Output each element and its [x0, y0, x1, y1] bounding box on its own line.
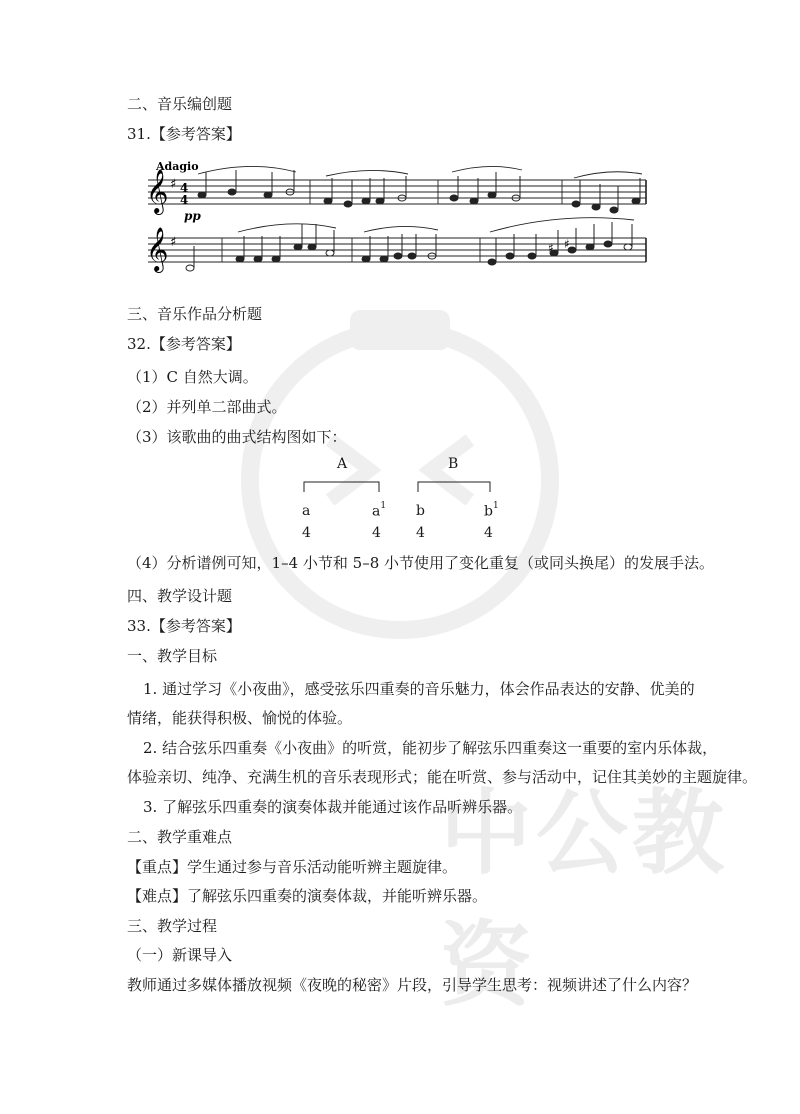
phrase-b1: $b^1$ — [484, 501, 499, 520]
music-score — [140, 158, 652, 280]
goals-heading: 一、教学目标 — [127, 647, 218, 665]
svg-text:♯: ♯ — [564, 237, 570, 251]
q31-label: 31.【参考答案】 — [127, 125, 241, 143]
section3-heading: 三、音乐作品分析题 — [127, 305, 263, 323]
svg-text:4: 4 — [180, 181, 189, 195]
bars-count-2: 4 — [372, 525, 381, 541]
phrase-b: b — [416, 503, 425, 519]
goal-1-line-1: 1. 通过学习《小夜曲》，感受弦乐四重奏的音乐魅力，体会作品表达的安静、优美的 — [143, 680, 695, 698]
part-a-label: A — [337, 456, 348, 472]
intro-text: 教师通过多媒体播放视频《夜晚的秘密》片段，引导学生思考：视频讲述了什么内容？ — [127, 976, 698, 994]
section2-heading: 二、音乐编创题 — [127, 95, 233, 113]
q33-label: 33.【参考答案】 — [127, 617, 241, 635]
phrase-a1: $a^1$ — [372, 501, 387, 520]
answer-3: （3）该歌曲的曲式结构图如下： — [127, 428, 347, 446]
process-heading: 三、教学过程 — [127, 917, 218, 935]
goal-3: 3. 了解弦乐四重奏的演奏体裁并能通过该作品听辨乐器。 — [143, 798, 523, 816]
section4-heading: 四、教学设计题 — [127, 587, 233, 605]
goal-1-line-2: 情绪，能获得积极、愉悦的体验。 — [127, 709, 353, 727]
answer-2: （2）并列单二部曲式。 — [127, 398, 287, 416]
svg-text:4: 4 — [180, 193, 189, 207]
bars-count-3: 4 — [416, 525, 425, 541]
q32-label: 32.【参考答案】 — [127, 335, 241, 353]
part-b-label: B — [448, 456, 459, 472]
answer-4: （4）分析谱例可知，1–4 小节和 5–8 小节使用了变化重复（或同头换尾）的发展手法。 — [127, 554, 715, 572]
keypoints-heading: 二、教学重难点 — [127, 828, 233, 846]
goal-2-line-1: 2. 结合弦乐四重奏《小夜曲》的听赏，能初步了解弦乐四重奏这一重要的室内乐体裁， — [143, 739, 718, 757]
svg-text:𝄞: 𝄞 — [146, 169, 169, 213]
dynamic-marking: pp — [184, 209, 201, 223]
key-point: 【重点】学生通过参与音乐活动能听辨主题旋律。 — [127, 858, 458, 876]
watermark-brand: 中公教资 — [440, 780, 729, 1019]
intro-heading: （一）新课导入 — [127, 946, 233, 964]
svg-text:♯: ♯ — [170, 235, 177, 250]
tempo-marking: Adagio — [156, 160, 199, 173]
goal-2-line-2: 体验亲切、纯净、充满生机的音乐表现形式；能在听赏、参与活动中，记住其美妙的主题旋律。 — [127, 768, 758, 786]
difficult-point: 【难点】了解弦乐四重奏的演奏体裁，并能听辨乐器。 — [127, 887, 488, 905]
phrase-a: a — [302, 503, 311, 519]
svg-text:♯: ♯ — [548, 241, 554, 255]
form-structure-diagram — [290, 452, 520, 552]
answer-1: （1）C 自然大调。 — [127, 368, 258, 386]
svg-text:𝄞: 𝄞 — [146, 227, 169, 271]
bars-count-1: 4 — [302, 525, 311, 541]
svg-text:♯: ♯ — [170, 177, 177, 192]
bars-count-4: 4 — [484, 525, 493, 541]
